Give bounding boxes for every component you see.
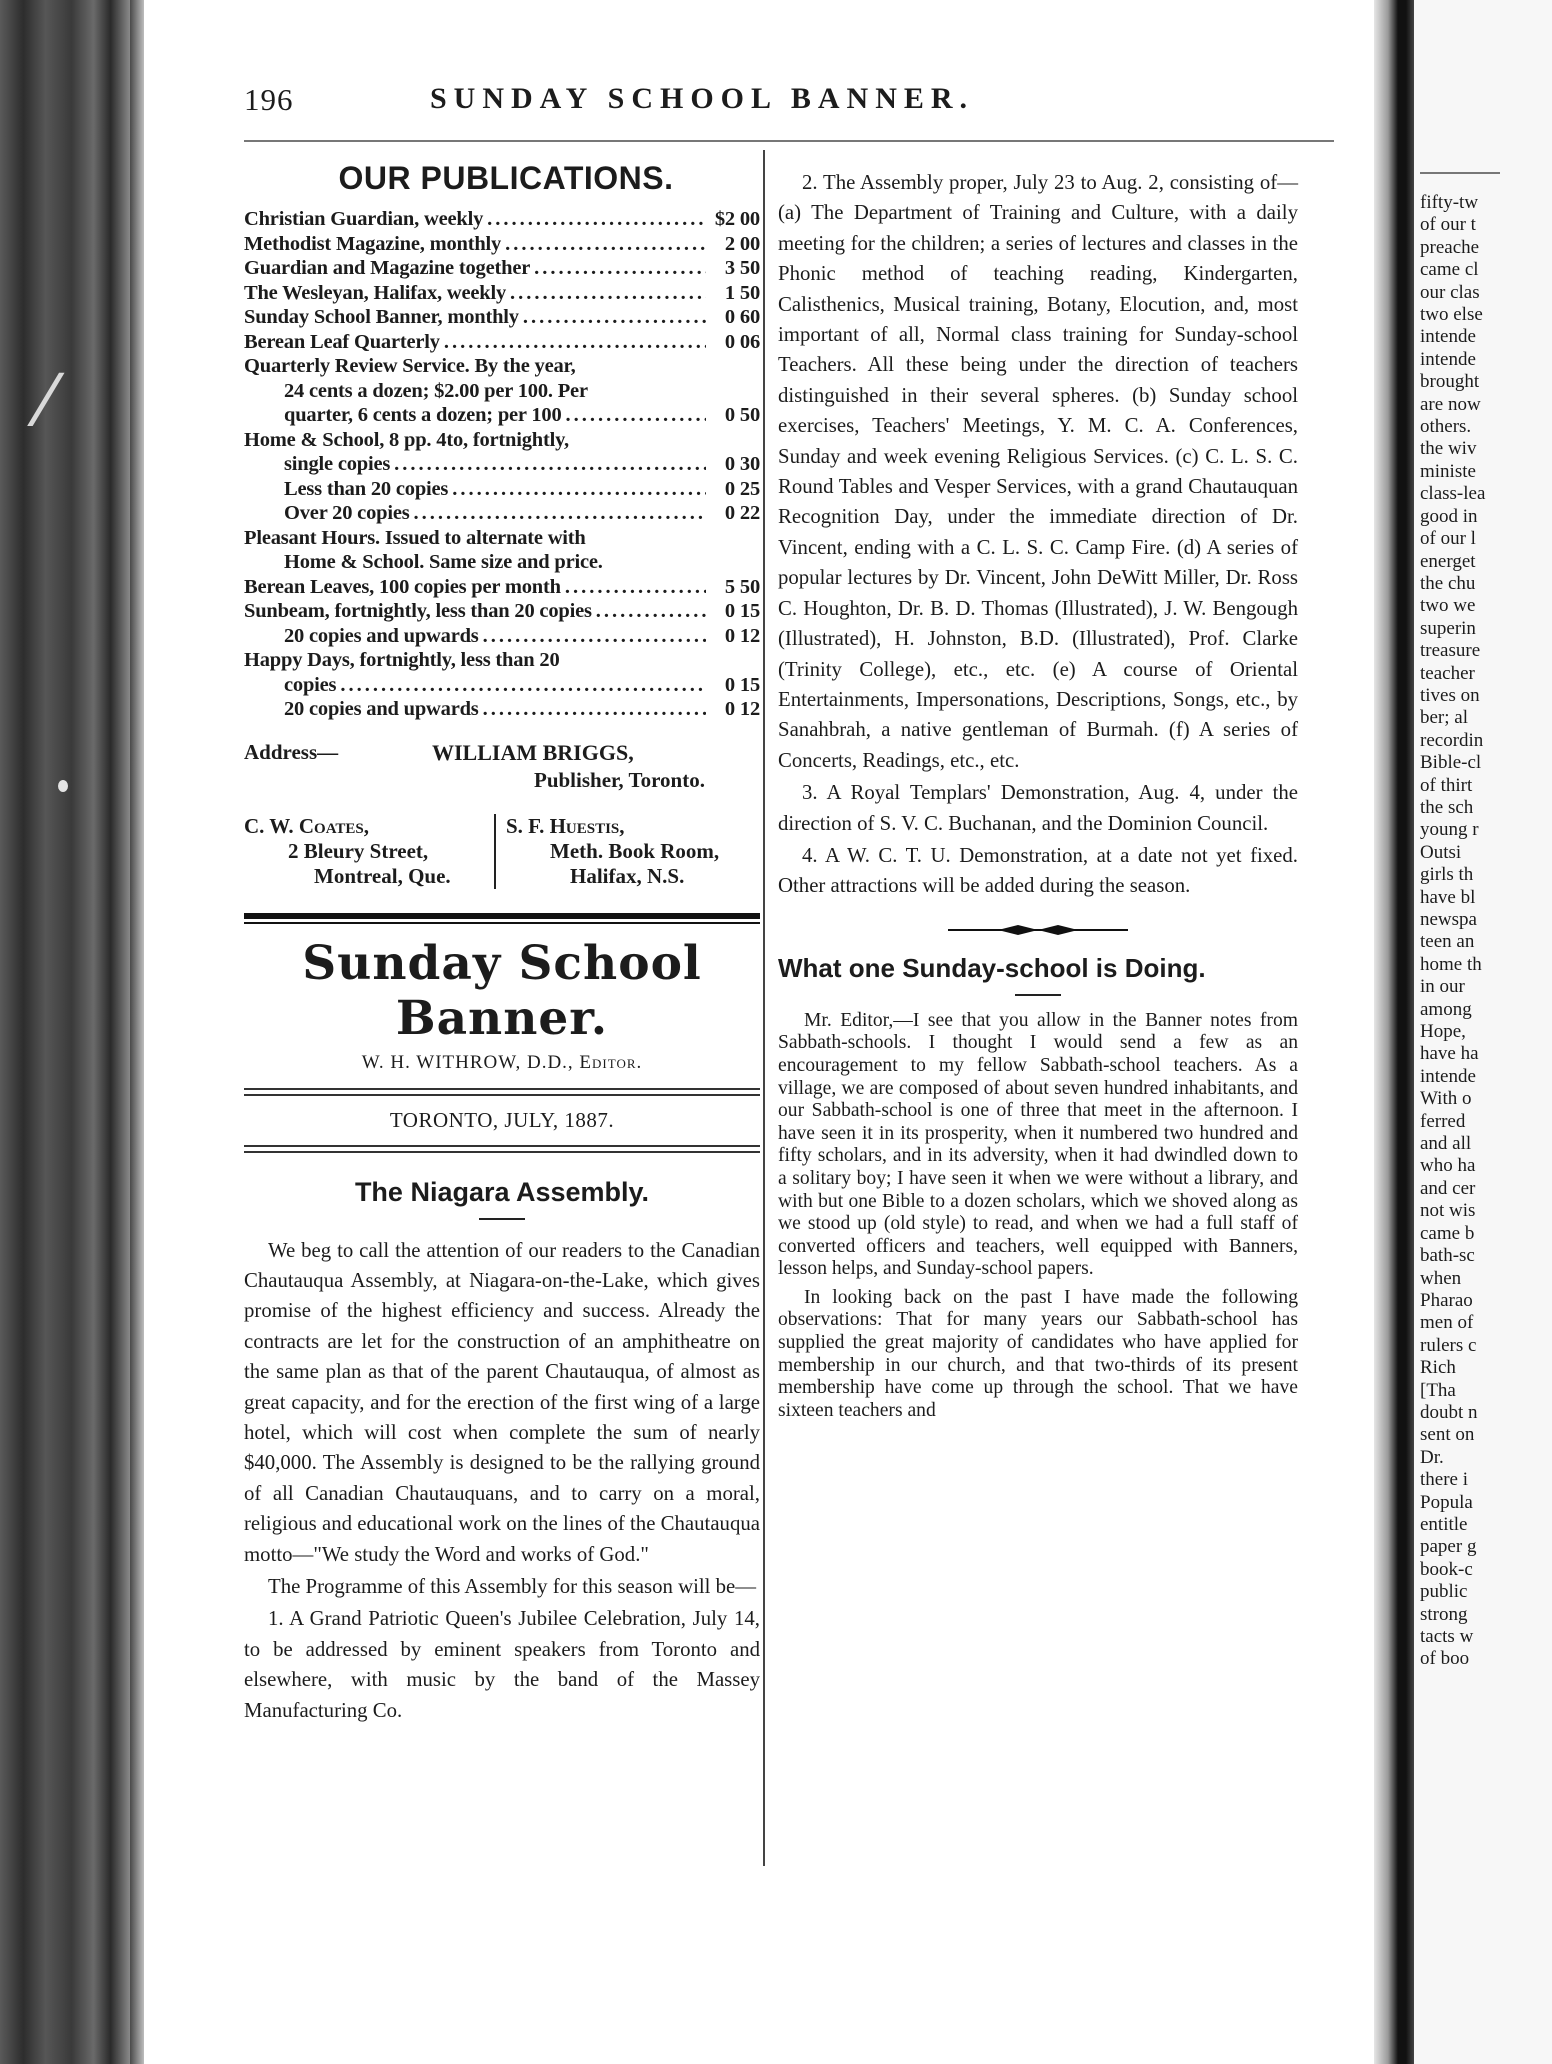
facing-page-line: of boo [1420,1648,1470,1670]
facing-page-line: good in [1420,505,1478,527]
price-row: quarter, 6 cents a dozen; per 100 ..... 0 50 [244,403,760,428]
ornament-rule [778,922,1298,943]
facing-page-line: came b [1420,1222,1475,1244]
facing-page-line: two we [1420,595,1476,617]
article-paragraph: 4. A W. C. T. U. Demonstration, at a date not yet fixed. Other attractions will be added during the season. [778,843,1298,898]
facing-page-line: among [1420,998,1472,1020]
facing-page-line: the chu [1420,572,1476,594]
facing-page-line: superin [1420,617,1476,639]
facing-page-line: Pharao [1420,1289,1473,1311]
facing-page-line: Dr. [1420,1446,1444,1468]
facing-page-line: tives on [1420,684,1480,706]
masthead-editor: W. H. WITHROW, D.D., Editor. [361,1051,643,1073]
facing-page-line: ministe [1420,460,1476,482]
price-row: Christian Guardian, weekly ..... $2 00 [244,207,760,232]
facing-page-line: Rich [1420,1357,1456,1379]
facing-page-line: treasure [1420,640,1481,662]
facing-page-line: ferred [1420,1110,1466,1132]
facing-page-line: energet [1420,550,1476,572]
price-row: Home & School, 8 pp. 4to, fortnightly, [244,428,569,451]
facing-page-line: public [1420,1581,1468,1603]
facing-page-line: doubt n [1420,1401,1478,1423]
agent-halifax: S. F. Huestis, Meth. Book Room, Halifax, N.S. [506,813,720,888]
facing-page-line: men of [1420,1312,1474,1334]
title-rule [1015,994,1061,996]
price-row: Quarterly Review Service. By the year, [244,355,576,377]
facing-page-line: are now [1420,393,1481,415]
address-label: Address— [244,739,339,764]
facing-page-line: Outsi [1420,841,1462,863]
price-row: Pleasant Hours. Issued to alternate with [244,526,586,549]
article-title: The Niagara Assembly. [354,1176,650,1207]
running-title: SUNDAY SCHOOL BANNER. [430,82,975,115]
price-row: Home & School. Same size and price. [284,551,603,573]
facing-page-line: tacts w [1420,1626,1474,1647]
price-row: 20 copies and upwards ..... 0 12 [244,697,760,722]
page-number: 196 [244,82,294,117]
facing-page-line: teen an [1420,931,1475,953]
facing-page-line: Bible-cl [1420,752,1482,774]
facing-page-text [1414,192,1552,1671]
price-row: Guardian and Magazine together ..... 3 50 [244,256,760,281]
facing-page-line: strong [1420,1603,1468,1625]
facing-page-line: brought [1420,371,1480,393]
facing-page-line: of our l [1420,528,1476,550]
facing-page-line: have ha [1420,1043,1479,1065]
price-row: single copies ..... 0 30 [244,452,760,477]
price-row: Over 20 copies ..... 0 22 [244,501,760,526]
price-row: The Wesleyan, Halifax, weekly ..... 1 50 [244,281,760,306]
price-row: Sunbeam, fortnightly, less than 20 copies ..... 0 15 [244,599,760,624]
pencil-mark: ⁄ [40,360,52,442]
facing-page-line: of our t [1420,214,1476,236]
facing-page-line: paper g [1420,1536,1477,1558]
facing-page-line: [Tha [1420,1379,1456,1401]
dateline-rule-top [244,1088,760,1096]
book-gutter [1374,0,1414,2064]
article-paragraph: 3. A Royal Templars' Demonstration, Aug. 4, under the direction of S. V. C. Buchanan, and the Dominion Council. [778,781,1298,835]
facing-page-line: class-lea [1420,483,1486,505]
article-paragraph: 2. The Assembly proper, July 23 to Aug. 2, consisting of—(a) The Department of Training and Culture, with a daily meeting for the children; a series of lectures and classes in the Phonic method of teaching reading, Kindergarten, Calisthenics, Musical training, Botany, Elocution, and, most important of all, Normal class training for Sunday-school Teachers. All these being under the direction of teachers distinguished in their several spheres. (b) Sunday school exercises, Teachers' Meetings, Y. M. C. A. Conferences, Sunday and week evening Religious Services. (c) C. L. S. C. Round Tables and Vesper Services, with a grand Chautauquan Recognition Day, under the immediate direction of Dr. Vincent, ending with a C. L. S. C. Camp Fire. (d) A series of popular lectures by Dr. Vincent, John DeWitt Miller, Dr. Ross C. Houghton, Dr. B. D. Thomas (Illustrated), J. W. Bengough (Illustrated), H. Johnston, B.D. (Illustrated), Prof. Clarke (Trinity College), etc., etc. (e) A course of Oriental Entertainments, Impersonations, Descriptions, Songs, etc., by Sanahbrah, a native gentleman of Burmah. (f) A series of Concerts, Readings, etc., etc. [778,171,1298,772]
article-paragraph: We beg to call the attention of our readers to the Canadian Chautauqua Assembly, at Niagara-on-the-Lake, which gives promise of the highest efficiency and success. Already the contracts are let for the construction of an amphitheatre on the same plan as that of the parent Chautauqua, of almost as great capacity, and for the erection of the first wing of a large hotel, which will cost when complete the sum of nearly $40,000. The Assembly is designed to be the rallying ground of all Canadian Chautauquans, and to carry on a moral, religious and educational work on the lines of the Chautauqua motto—"We study the Word and works of God." [244,1238,760,1566]
facing-page-line: in our [1420,976,1465,998]
facing-page-line: intende [1420,348,1476,370]
article-paragraph: 1. A Grand Patriotic Queen's Jubilee Celebration, July 14, to be addressed by eminent speakers from Toronto and elsewhere, with music by the band of the Massey Manufacturing Co. [244,1607,760,1722]
facing-page-line: young r [1420,819,1479,841]
facing-page-line: when [1420,1267,1462,1289]
title-rule [479,1218,525,1220]
facing-page-line: book-c [1420,1558,1473,1580]
facing-page-line: the wiv [1420,438,1477,460]
facing-page-line: our clas [1420,281,1480,303]
facing-page-line: home th [1420,953,1482,975]
facing-page-line: teacher [1420,662,1475,684]
facing-page-line: sent on [1420,1424,1475,1446]
agents-block [244,814,760,889]
facing-page-line: not wis [1420,1200,1476,1222]
facing-page-line: fifty-tw [1420,192,1479,213]
publications-heading: OUR PUBLICATIONS. [338,160,674,196]
agents-divider [494,814,496,889]
publisher-name: WILLIAM BRIGGS, [432,739,634,765]
column-divider [763,150,765,1866]
article-paragraph: Mr. Editor,—I see that you allow in the Banner notes from Sabbath-schools. I thought I would send a few as an encouragement to my fellow Sabbath-school teachers. As a village, we are composed of about seven hundred inhabitants, and our Sabbath-school is one of three that meet in the afternoon. I have seen it in its prosperity, when it numbered two hundred and fifty scholars, and in its adversity, when it had dwindled down to a solitary boy; I have seen it when we were without a library, and with but one Bible to a dozen scholars, which we shoved along as we stood up (old style) to read, and when we had a full staff of converted officers and teachers, well equipped with Banners, lesson helps, and Sunday-school papers. [778,1009,1298,1280]
masthead-rule-thin [244,922,760,924]
facing-page-line: recordin [1420,729,1484,751]
facing-page-line: rulers c [1420,1334,1477,1356]
facing-page-line: and all [1420,1133,1472,1155]
price-row: Less than 20 copies ..... 0 25 [244,477,760,502]
price-row: Methodist Magazine, monthly ..... 2 00 [244,232,760,257]
facing-page-line: bath-sc [1420,1245,1475,1267]
price-row: copies ..... 0 15 [244,673,760,698]
facing-page-line: With o [1420,1088,1472,1110]
facing-page-line: ber; al [1420,707,1469,729]
dateline-rule-bottom [244,1145,760,1153]
facing-page-line: Popula [1420,1491,1473,1513]
header-rule [244,140,1334,142]
facing-page-line: intende [1420,326,1476,348]
agent-montreal: C. W. Coates, 2 Bleury Street, Montreal, Que. [244,813,451,888]
book-binding [0,0,130,2064]
price-row: Berean Leaves, 100 copies per month ..... 5 50 [244,575,760,600]
facing-page-line: newspa [1420,909,1477,930]
page-edge [130,0,144,2064]
dateline: TORONTO, JULY, 1887. [389,1107,615,1132]
publisher-address [244,740,760,802]
left-column [244,150,760,1726]
publisher-place: Publisher, Toronto. [534,767,705,792]
price-row: Berean Leaf Quarterly ..... 0 06 [244,330,760,355]
facing-page-line: preache [1420,236,1480,258]
facing-page-line: two else [1420,304,1483,326]
price-row: 24 cents a dozen; $2.00 per 100. Per [284,379,588,402]
facing-page-line: others. [1420,416,1472,438]
article-paragraph: In looking back on the past I have made the following observations: That for many years our Sabbath-school has supplied the great majority of candidates who have applied for membership in our church, and that two-thirds of its present membership have come up through the school. That we have sixteen teachers and [778,1286,1298,1421]
publications-price-list [244,207,760,722]
facing-page-line: who ha [1420,1155,1476,1177]
facing-page-line: Hope, [1420,1021,1466,1043]
paper-spot [58,780,68,792]
facing-page [1414,0,1552,2064]
price-row: Happy Days, fortnightly, less than 20 [244,649,560,671]
masthead-title: Sunday School Banner. [302,935,702,1046]
right-column [778,150,1298,1422]
facing-page-line: have bl [1420,886,1476,908]
facing-page-line: entitle [1420,1513,1468,1535]
price-row: 20 copies and upwards ..... 0 12 [244,624,760,649]
article-title: What one Sunday-school is Doing. [778,952,1206,983]
facing-page-line: and cer [1420,1177,1476,1199]
price-row: Sunday School Banner, monthly ..... 0 60 [244,305,760,330]
facing-page-line: came cl [1420,259,1479,281]
facing-page-rule [1420,172,1500,174]
masthead-rule [244,913,760,919]
ornament-icon [938,922,1138,938]
facing-page-line: the sch [1420,796,1474,818]
facing-page-line: girls th [1420,864,1474,886]
facing-page-line: of thirt [1420,774,1473,796]
facing-page-line: there i [1420,1469,1469,1491]
article-paragraph: The Programme of this Assembly for this season will be— [268,1574,757,1598]
facing-page-line: intende [1420,1065,1476,1087]
